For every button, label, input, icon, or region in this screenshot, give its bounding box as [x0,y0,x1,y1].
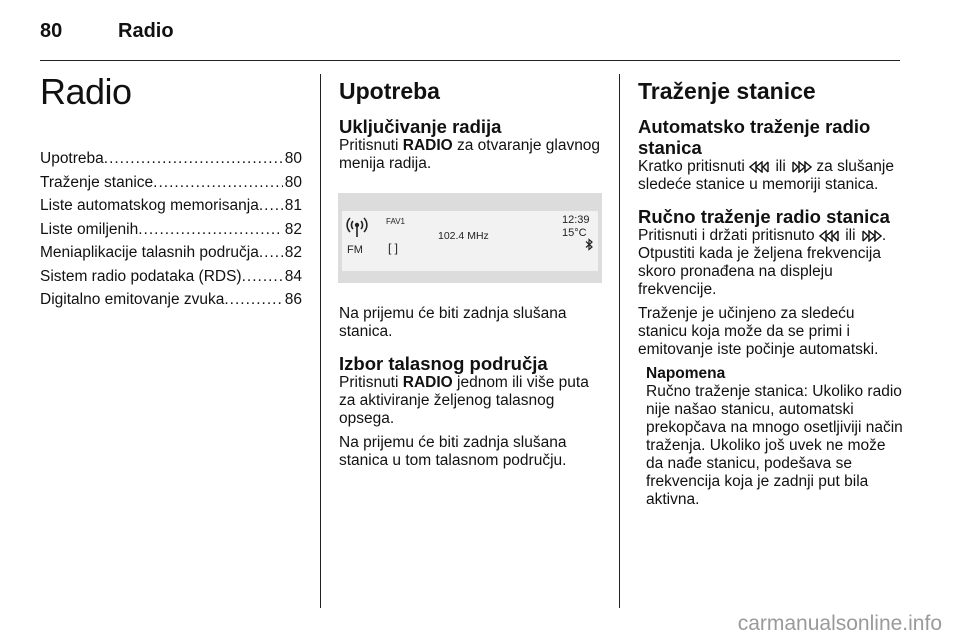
toc-entry-page: 84 [284,267,302,285]
last-station-text: Na prijemu će biti zadnja slušana stanica. [339,305,567,340]
toc-entry[interactable] [40,291,302,315]
toc-entry-title: Sistem radio podataka (RDS) [40,267,242,285]
page-header [40,20,174,43]
band-selection-heading: Izbor talasnog područja [339,353,548,374]
chapter-title: Radio [40,71,132,112]
toc-entry-title: Upotreba [40,150,104,167]
seek-forward-icon [790,161,812,173]
radio-key-label-2: RADIO [402,374,453,391]
toc-column [40,72,302,315]
seek-back-icon [819,230,841,242]
display-screen [342,211,598,271]
toc-entry[interactable] [40,197,302,221]
toc-entry[interactable] [40,150,302,174]
note-title: Napomena [646,365,726,382]
toc-leader-dots [242,268,283,286]
band-selection-text: Pritisnuti RADIO jednom ili više puta za aktiviranje željenog talasnog opsega. [339,374,589,427]
search-behavior-text: Traženje je učinjeno za sledeću stanicu koja može da se primi i emitovanje iste počinje automatski. [638,305,879,358]
toc-entry[interactable] [40,174,302,198]
auto-search-text: Kratko pritisnuti ili za slušanje sledeće stanice u memoriji stanica. [638,158,894,193]
antenna-icon [346,215,368,239]
toc-entry-title: Traženje stanice [40,173,154,191]
toc-entry-page: 82 [284,244,302,261]
toc-leader-dots [104,150,283,168]
radio-key-label: RADIO [402,137,453,154]
turn-on-radio-heading: Uključivanje radija [339,116,502,137]
seek-forward-icon [860,230,882,242]
column-divider-2 [619,74,620,608]
toc-entry-page: 80 [284,150,302,167]
header-rule [40,60,900,61]
turn-on-radio-text: Pritisnuti RADIO za otvaranje glavnog menija radija. [339,137,601,172]
note-body: Ručno traženje stanica: Ukoliko radio nije našao stanicu, automatski prekopčava na mnogo osetljiviji način traženja. Ukoliko još uvek ne može da nađe stanicu, podešava se frekvencija koja je zadnji put bila aktivna. [646,383,903,508]
toc-leader-dots [153,174,283,192]
radio-display-image [338,193,602,283]
preset-brackets: [ ] [388,241,399,255]
auto-search-heading: Automatsko traženje radio stanica [638,116,871,158]
frequency-readout: 102.4 MHz [438,230,489,242]
toc-leader-dots [138,221,283,239]
station-search-column [638,72,904,509]
band-label: FM [347,244,363,256]
toc-leader-dots [259,244,283,262]
toc-entry-title: Meniaplikacije talasnih područja [40,244,259,261]
usage-column [339,72,601,476]
watermark: carmanualsonline.info [737,612,942,635]
running-section-title: Radio [118,20,174,42]
toc-entry-page: 82 [284,220,302,238]
table-of-contents [40,150,302,315]
clock-readout: 12:39 [562,214,590,226]
station-search-heading: Traženje stanice [638,78,816,104]
usage-heading: Upotreba [339,78,440,104]
seek-back-icon [749,161,771,173]
band-last-station-text: Na prijemu će biti zadnja slušana stanica u tom talasnom području. [339,434,567,469]
toc-entry-page: 80 [284,173,302,191]
toc-leader-dots [224,291,282,309]
toc-entry[interactable] [40,221,302,245]
page-number: 80 [40,20,63,42]
toc-entry[interactable] [40,268,302,292]
toc-entry-page: 86 [284,291,302,308]
toc-entry-title: Liste automatskog memorisanja [40,197,259,214]
temperature-readout: 15°C [562,227,587,239]
manual-search-heading: Ručno traženje radio stanica [638,206,890,227]
toc-entry-page: 81 [284,197,302,214]
preset-label: FAV1 [386,217,405,226]
toc-entry-title: Liste omiljenih [40,220,139,238]
bluetooth-icon [585,238,593,251]
toc-leader-dots [259,197,283,215]
column-divider-1 [320,74,321,608]
toc-entry-title: Digitalno emitovanje zvuka [40,291,225,308]
note-box [646,365,904,509]
toc-entry[interactable] [40,244,302,268]
manual-search-text: Pritisnuti i držati pritisnuto ili . Otpustiti kada je željena frekvencija skoro pronađena na displeju frekvencije. [638,227,887,298]
